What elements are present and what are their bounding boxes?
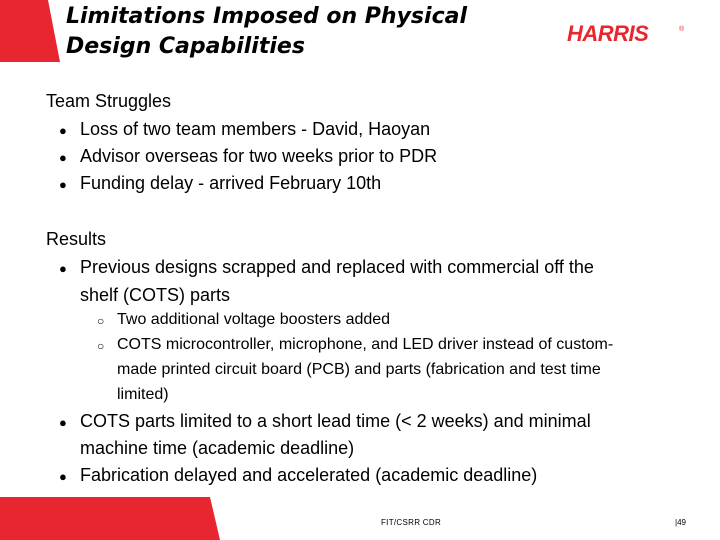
sub-list-item-line: COTS microcontroller, microphone, and LED driver instead of custom- <box>117 336 614 353</box>
sub-list-item: Two additional voltage boosters added <box>117 311 391 328</box>
title-line-2: Design Capabilities <box>66 34 305 59</box>
list-item: Funding delay - arrived February 10th <box>80 173 382 193</box>
sub-list-item-line: made printed circuit board (PCB) and parts (fabrication and test time <box>117 361 601 378</box>
bullet-icon: ● <box>59 415 67 430</box>
section-heading-team-struggles: Team Struggles <box>46 91 172 111</box>
section-heading-results: Results <box>46 229 107 249</box>
footer-label: FIT/CSRR CDR <box>381 518 442 527</box>
list-item-line: COTS parts limited to a short lead time (< 2 weeks) and minimal <box>80 411 591 431</box>
title-line-1: Limitations Imposed on Physical <box>66 4 467 29</box>
footer-accent-shape <box>0 497 220 540</box>
sub-bullet-icon: ○ <box>97 339 105 353</box>
sub-bullet-icon: ○ <box>97 314 105 328</box>
bullet-icon: ● <box>59 261 67 276</box>
list-item: Fabrication delayed and accelerated (academic deadline) <box>80 465 538 485</box>
bullet-icon: ● <box>59 469 67 484</box>
list-item: Advisor overseas for two weeks prior to PDR <box>80 146 438 166</box>
list-item-line: shelf (COTS) parts <box>80 285 231 305</box>
list-item-line: machine time (academic deadline) <box>80 438 355 458</box>
list-item-line: Previous designs scrapped and replaced with commercial off the <box>80 257 594 277</box>
sub-list-item-line: limited) <box>117 386 169 403</box>
bullet-icon: ● <box>59 177 67 192</box>
list-item: Loss of two team members - David, Haoyan <box>80 119 431 139</box>
bullet-icon: ● <box>59 123 67 138</box>
logo-registered-mark: ® <box>679 26 685 33</box>
logo-wordmark: HARRIS <box>567 22 649 44</box>
bullet-icon: ● <box>59 150 67 165</box>
page-number: |49 <box>675 518 686 527</box>
